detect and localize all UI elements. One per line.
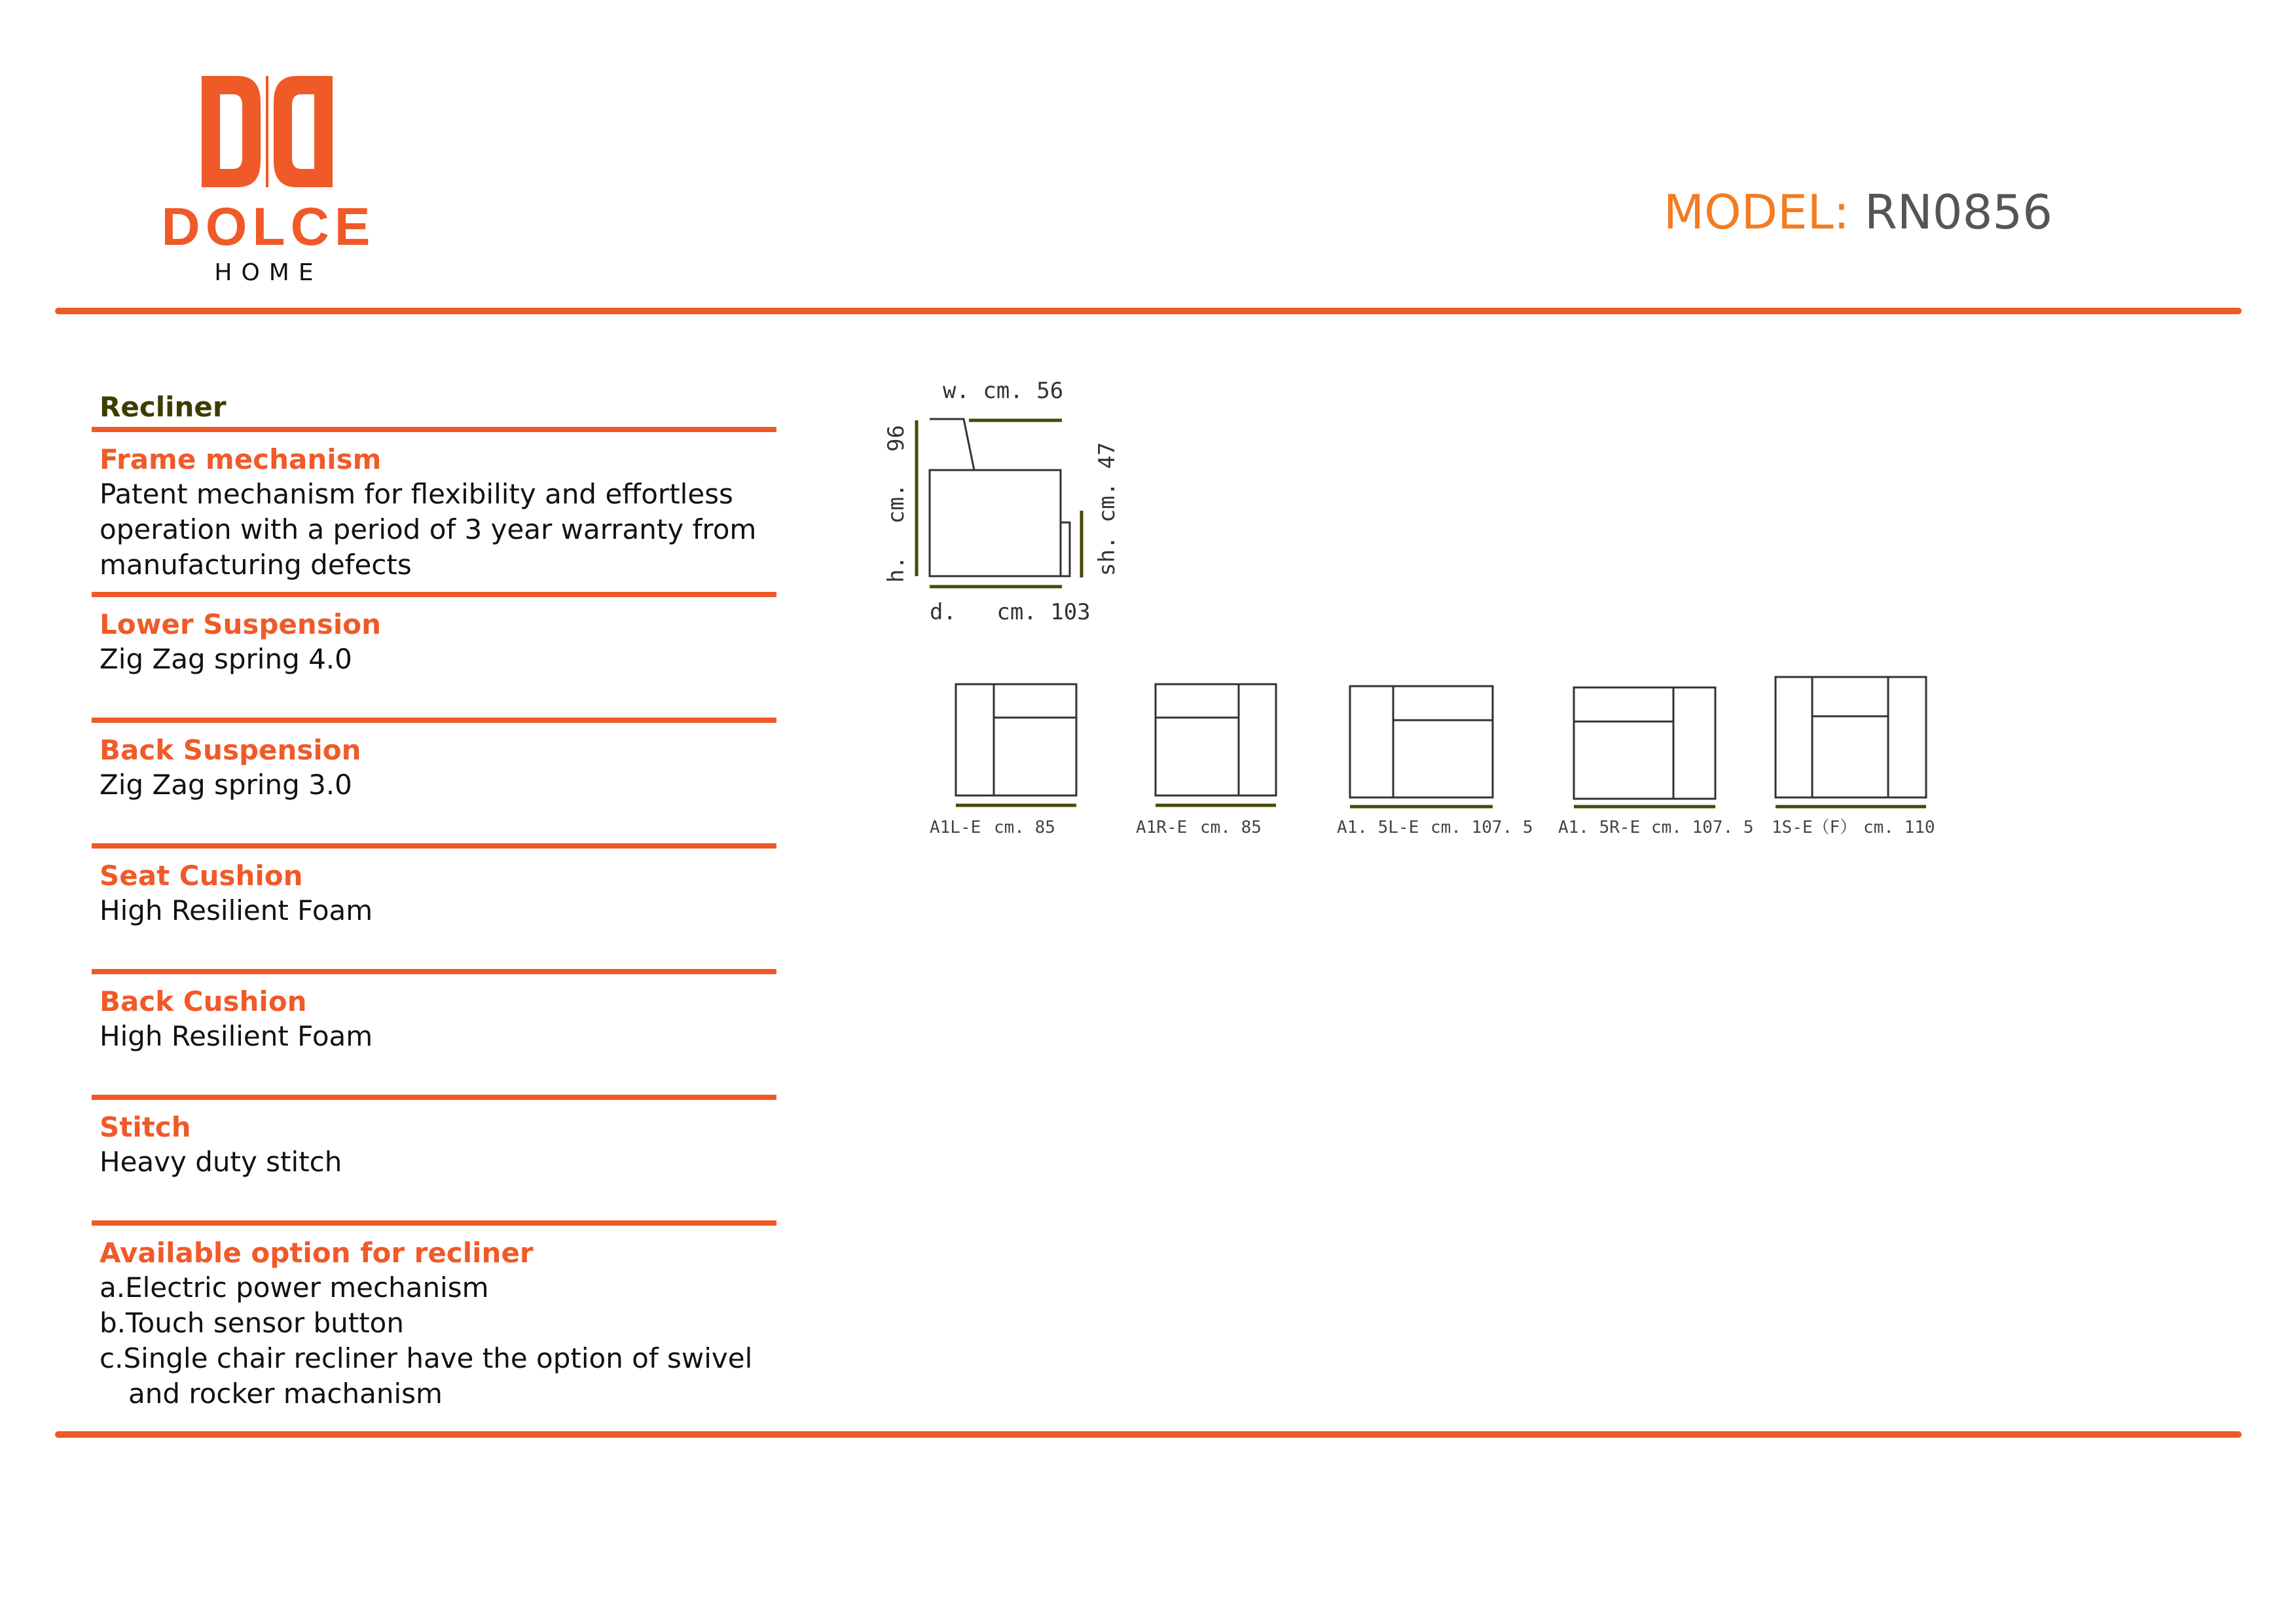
module-1s-e-f	[1772, 677, 1935, 837]
option-item: c.Single chair recliner have the option of swivel	[100, 1342, 753, 1374]
section-heading: Back Suspension	[100, 734, 361, 766]
module-a15r-e	[1558, 687, 1754, 837]
section-line: High Resilient Foam	[100, 1020, 373, 1052]
module-plans	[917, 668, 1951, 864]
brand-subtitle: HOME	[214, 259, 323, 286]
module-a1l-e	[930, 684, 1076, 837]
section-heading: Available option for recliner	[100, 1237, 534, 1269]
option-item: a.Electric power mechanism	[100, 1271, 489, 1304]
bottom-divider	[55, 1431, 2242, 1438]
option-item: b.Touch sensor button	[100, 1307, 404, 1339]
module-code: 1S-E（F）	[1772, 818, 1857, 837]
section-line: Zig Zag spring 3.0	[100, 769, 352, 801]
model-heading	[1664, 185, 2052, 240]
module-size: cm. 107. 5	[1651, 818, 1754, 837]
module-size: cm. 107. 5	[1430, 818, 1533, 837]
module-size: cm. 85	[1200, 818, 1262, 837]
section-heading: Seat Cushion	[100, 860, 303, 892]
section-back-cushion	[92, 974, 776, 1095]
module-code: A1. 5R-E	[1558, 818, 1641, 837]
module-a15l-e	[1337, 686, 1533, 837]
depth-label: d. cm. 103	[930, 599, 1091, 625]
section-divider	[92, 592, 776, 597]
side-view-drawing	[877, 373, 1152, 635]
section-line: Zig Zag spring 4.0	[100, 643, 352, 675]
section-divider	[92, 969, 776, 974]
section-stitch	[92, 1100, 776, 1220]
section-line: Heavy duty stitch	[100, 1146, 342, 1178]
section-seat-cushion	[92, 849, 776, 969]
section-lower-suspension	[92, 597, 776, 718]
section-heading: Frame mechanism	[100, 443, 382, 475]
seat-height-label: sh. cm. 47	[1094, 442, 1120, 576]
section-heading: Lower Suspension	[100, 608, 381, 640]
section-divider	[92, 1220, 776, 1226]
section-divider	[92, 843, 776, 849]
height-label-h: h.	[883, 556, 909, 583]
section-heading: Stitch	[100, 1111, 191, 1143]
chair-body-outline	[930, 470, 1061, 576]
section-heading: Back Cushion	[100, 985, 307, 1017]
section-divider	[92, 1095, 776, 1100]
brand-name: DOLCE	[161, 197, 376, 257]
section-divider	[92, 718, 776, 723]
module-code: A1. 5L-E	[1337, 818, 1419, 837]
section-line: High Resilient Foam	[100, 894, 373, 926]
section-line: operation with a period of 3 year warranty from	[100, 513, 757, 545]
module-size: cm. 85	[994, 818, 1055, 837]
footrest-outline	[1061, 522, 1070, 576]
section-line: manufacturing defects	[100, 549, 412, 581]
model-value: RN0856	[1864, 185, 2052, 240]
width-label: w. cm. 56	[943, 378, 1064, 404]
module-code: A1L-E	[930, 818, 981, 837]
option-item: and rocker machanism	[128, 1378, 443, 1410]
module-size: cm. 110	[1863, 818, 1935, 837]
top-divider	[55, 308, 2242, 314]
height-label-value: 96	[883, 425, 909, 452]
dolce-logo-icon	[202, 76, 333, 187]
model-label: MODEL:	[1663, 185, 1850, 240]
section-divider	[92, 427, 776, 432]
spec-title: Recliner	[100, 391, 227, 423]
module-a1r-e	[1136, 684, 1276, 837]
backrest-outline	[930, 419, 974, 470]
height-label-cm: cm.	[883, 483, 909, 524]
section-options	[92, 1226, 776, 1410]
spec-list	[92, 388, 776, 1410]
section-line: Patent mechanism for flexibility and effortless	[100, 478, 733, 510]
section-back-suspension	[92, 723, 776, 843]
module-code: A1R-E	[1136, 818, 1188, 837]
section-frame-mechanism	[92, 432, 776, 592]
